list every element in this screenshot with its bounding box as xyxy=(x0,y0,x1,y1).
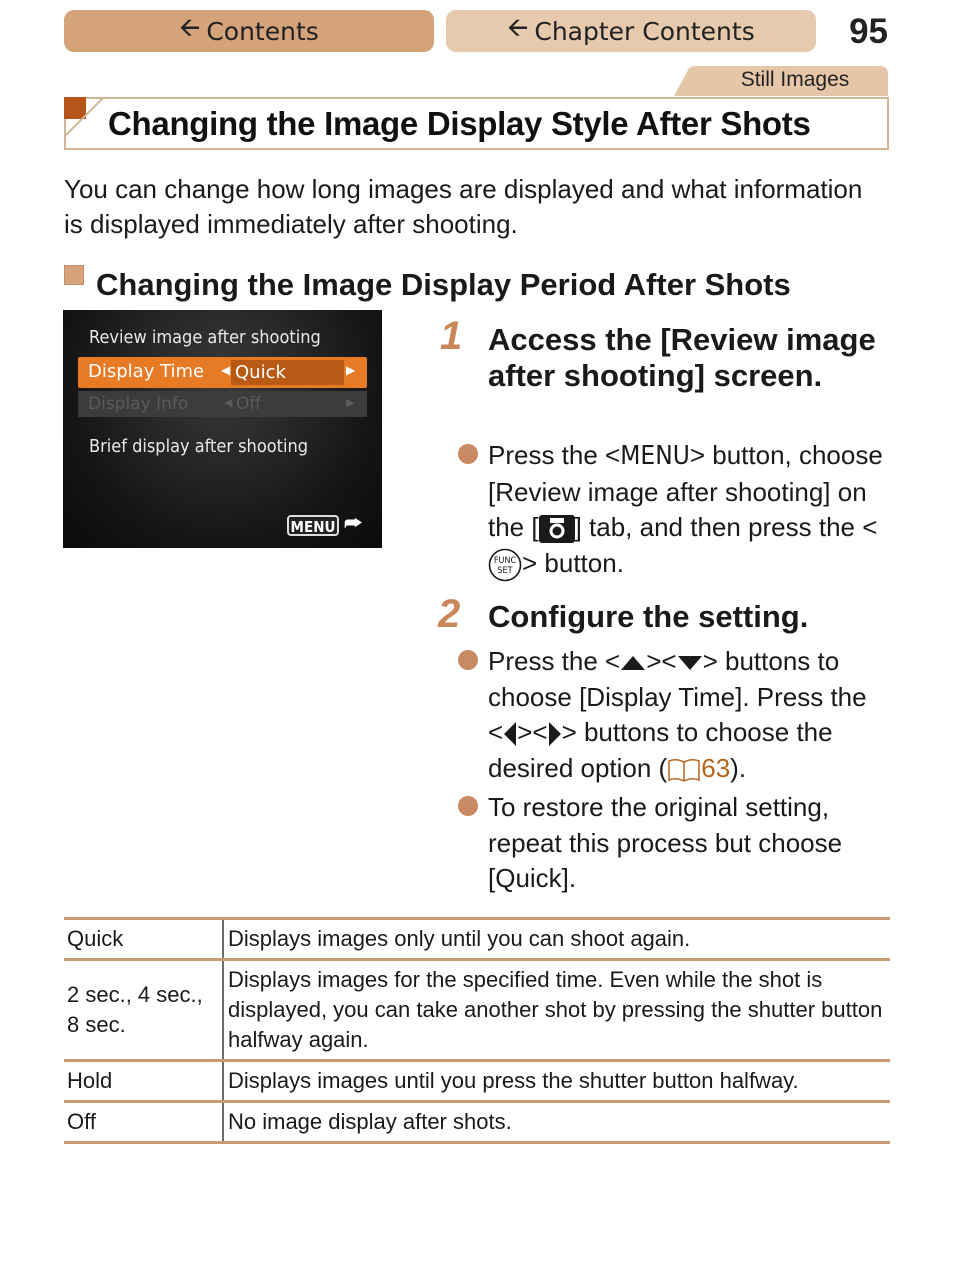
table-cell-option: Quick xyxy=(64,919,223,960)
table-cell-option: Off xyxy=(64,1102,223,1143)
left-arrow-icon xyxy=(503,721,517,747)
text-part: >< xyxy=(517,717,548,747)
title-corner-icon xyxy=(64,97,104,137)
text-part: ). xyxy=(730,752,747,783)
table-cell-option: Hold xyxy=(64,1061,223,1102)
step-instruction xyxy=(488,438,888,582)
page-number: 95 xyxy=(849,12,888,51)
table-cell-description: No image display after shots. xyxy=(223,1102,890,1143)
bullet-icon xyxy=(458,444,478,464)
camera-tab-icon xyxy=(539,515,575,543)
book-reference-icon xyxy=(667,757,701,783)
lcd-menu-title: Review image after shooting xyxy=(89,327,321,348)
step-title: Access the [Review image after shooting] screen. xyxy=(488,322,876,393)
lcd-row-label: Display Info xyxy=(88,394,189,414)
contents-label: Contents xyxy=(206,16,319,46)
contents-button[interactable] xyxy=(64,10,434,52)
table-row xyxy=(64,1061,890,1102)
display-time-options-table xyxy=(64,917,890,1144)
svg-text:SET: SET xyxy=(497,565,513,576)
svg-text:FUNC: FUNC xyxy=(493,555,517,566)
text-part: ] tab, and then press the < xyxy=(574,512,878,542)
page-reference-link[interactable]: 63 xyxy=(701,752,731,783)
lcd-menu-button-icon: MENU xyxy=(287,515,339,536)
table-row xyxy=(64,1102,890,1143)
intro-text: You can change how long images are displayed and what information is displayed immediately after shooting. xyxy=(64,174,863,239)
text-part: >< xyxy=(646,646,677,676)
table-cell-description: Displays images for the specified time. Even while the shot is displayed, you can take another shot by pressing the shutter button halfway again. xyxy=(223,960,890,1061)
title-box xyxy=(64,97,889,150)
up-arrow-icon xyxy=(620,655,646,671)
lcd-right-arrow-icon: ▶ xyxy=(346,397,355,409)
page-title: Changing the Image Display Style After Shots xyxy=(108,105,811,142)
text-part: > button. xyxy=(522,547,624,578)
lcd-return-icon: ⮫ xyxy=(344,513,363,535)
table-row xyxy=(64,960,890,1061)
step-title: Configure the setting. xyxy=(488,599,809,634)
step-number: 2 xyxy=(438,592,461,636)
lcd-row-value: Quick xyxy=(231,360,344,385)
menu-button-icon: MENU xyxy=(620,441,690,471)
subheading-square-icon xyxy=(64,265,84,285)
lcd-left-arrow-icon: ◀ xyxy=(224,397,233,409)
section-tab-label: Still Images xyxy=(740,68,850,91)
text-part: Press the < xyxy=(488,646,621,676)
text-part: > buttons to choose [Display Time]. Press the < xyxy=(488,646,867,747)
lcd-row-display-time xyxy=(78,357,367,388)
down-arrow-icon xyxy=(677,655,703,671)
table-cell-option: 2 sec., 4 sec., 8 sec. xyxy=(64,960,223,1061)
bullet-icon xyxy=(458,796,478,816)
text-part: > button, choose [Review image after shooting] on the [ xyxy=(488,440,883,542)
section-tab xyxy=(674,66,888,96)
lcd-row-display-info xyxy=(78,391,367,417)
right-arrow-icon xyxy=(548,721,562,747)
lcd-right-arrow-icon: ▶ xyxy=(346,363,356,377)
step-instruction: To restore the original setting, repeat this process but choose [Quick]. xyxy=(488,792,843,893)
table-cell-description: Displays images only until you can shoot again. xyxy=(223,919,890,960)
arrow-left-icon: 🡨 xyxy=(507,13,529,43)
lcd-description: Brief display after shooting xyxy=(89,436,309,457)
chapter-contents-button[interactable] xyxy=(446,10,816,52)
text-part: > buttons to choose the desired option ( xyxy=(488,717,833,783)
func-set-button-icon xyxy=(488,548,522,582)
table-cell-description: Displays images until you press the shutter button halfway. xyxy=(223,1061,890,1102)
bullet-icon xyxy=(458,650,478,670)
step-instruction xyxy=(488,644,888,786)
table-row xyxy=(64,919,890,960)
chapter-contents-label: Chapter Contents xyxy=(534,16,755,46)
step-number: 1 xyxy=(440,314,463,358)
lcd-row-value: Off xyxy=(236,394,262,414)
text-part: Press the < xyxy=(488,440,621,470)
subheading: Changing the Image Display Period After Shots xyxy=(96,267,791,302)
arrow-left-icon: 🡨 xyxy=(179,13,201,43)
lcd-left-arrow-icon: ◀ xyxy=(221,363,231,377)
camera-screen-image xyxy=(63,310,382,548)
lcd-row-label: Display Time xyxy=(88,361,205,382)
